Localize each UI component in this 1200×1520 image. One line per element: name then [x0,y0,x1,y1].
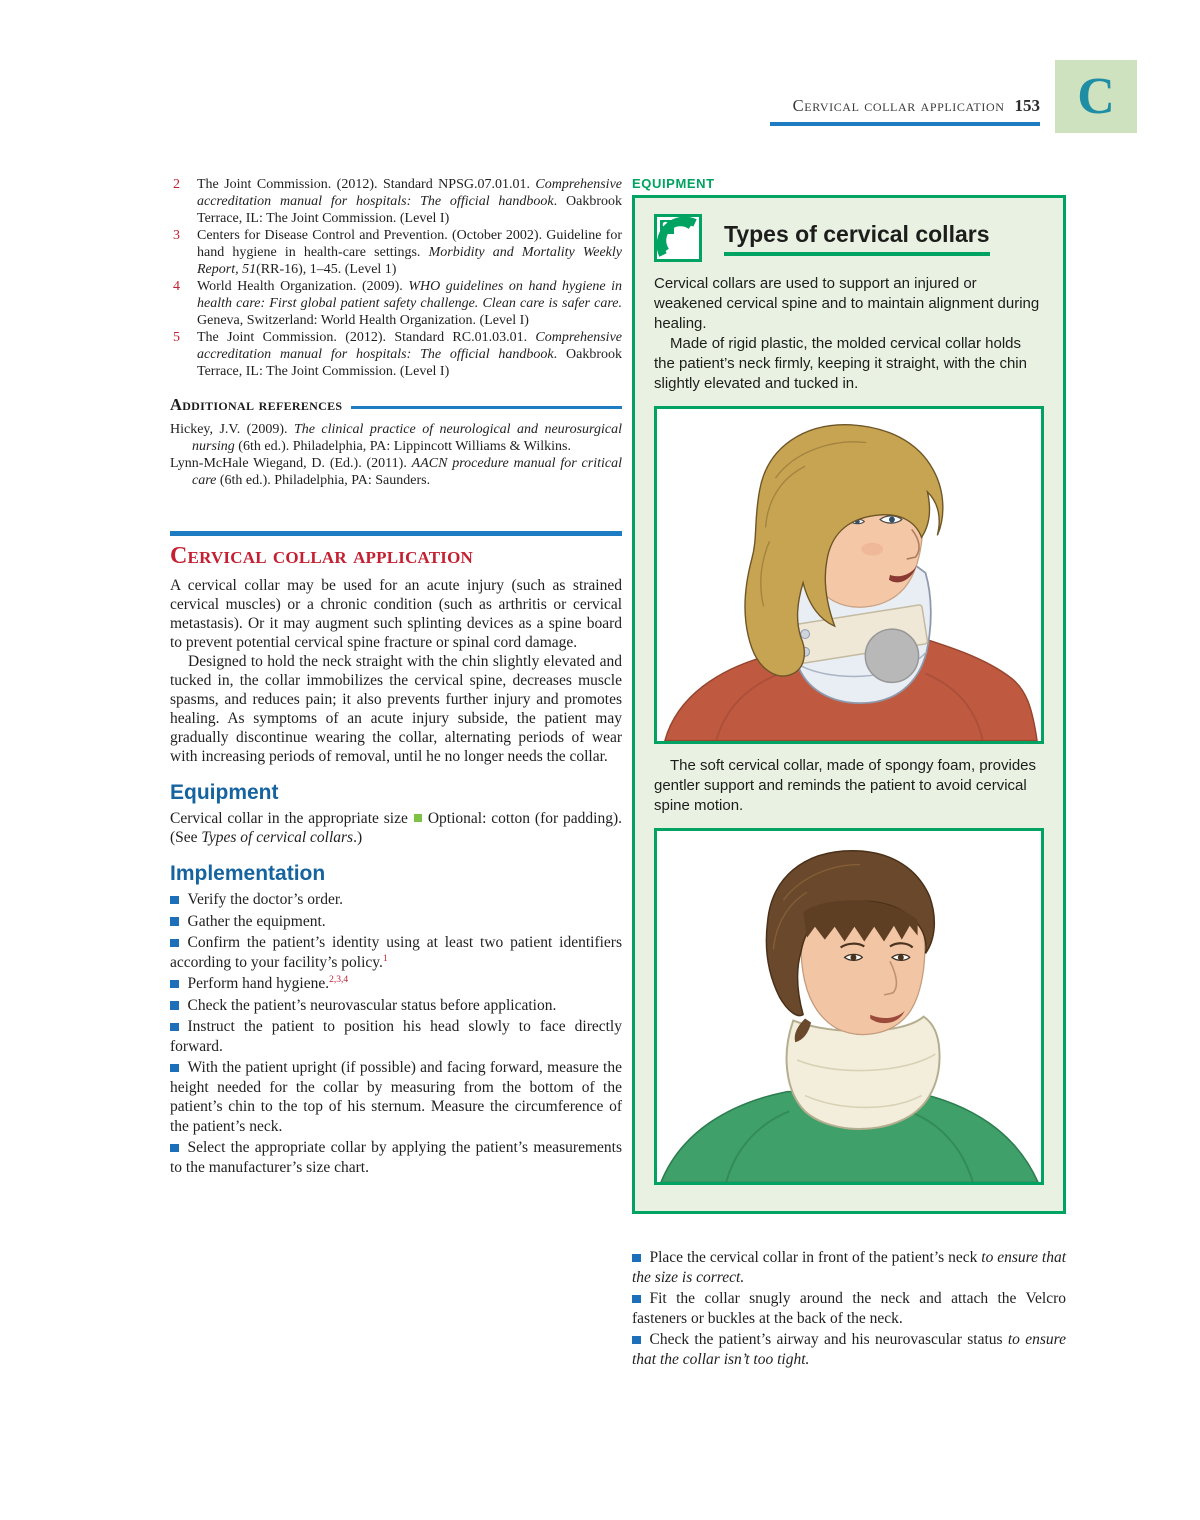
chapter-tab [1055,60,1137,133]
reference-item: 2 The Joint Commission. (2012). Standard NPSG.07.01.01. Comprehensive accreditation manual for hospitals: The official handbook. Oakbrook Terrace, IL: The Joint Commission. (Level I) [173,177,622,226]
reference-item: 5 The Joint Commission. (2012). Standard RC.01.03.01. Comprehensive accreditation manual for hospitals: The official handbook. Oakbrook Terrace, IL: The Joint Commission. (Level I) [173,330,622,379]
reference-item: Hickey, J.V. (2009). The clinical practice of neurological and neurosurgical nursing (6th ed.). Philadelphia, PA: Lippincott Williams & Wilkins. [170,422,622,454]
implementation-step: Perform hand hygiene.$^{2,3,4}$ [170,974,622,994]
sidebar-title-wrap [724,214,990,256]
blue-square-bullet-icon [170,896,179,905]
chapter-tab-letter: C [1077,67,1115,125]
reference-number: 2 [173,177,180,192]
application-step: Place the cervical collar in front of the patient’s neck to ensure that the size is correct. [632,1249,1067,1286]
molded-collar-illustration [657,409,1041,741]
blue-square-bullet-icon [170,917,179,926]
soft-collar-figure [654,828,1044,1185]
section-title: Cervical collar application [170,543,474,569]
equipment-sidebar-box [632,195,1066,1214]
sidebar-title-rule [724,252,990,256]
additional-references-header [170,395,622,415]
implementation-step: Select the appropriate collar by applying the patient’s measurements to the manufacturer’s size chart. [170,1139,622,1176]
implementation-step: Instruct the patient to position his head slowly to face directly forward. [170,1018,622,1055]
green-square-bullet-icon [414,814,422,822]
left-column [170,176,622,1179]
implementation-step: Confirm the patient’s identity using at least two patient identifiers according to your facility’s policy.$^1$ [170,934,622,971]
spine-curve-icon [654,214,702,262]
blue-square-bullet-icon [170,980,179,989]
implementation-step: Check the patient’s neurovascular status before application. [170,996,622,1016]
blue-square-bullet-icon [170,1064,179,1073]
implementation-heading: Implementation [170,862,326,885]
blue-square-bullet-icon [632,1295,641,1304]
application-step-list [632,1248,1066,1369]
reference-number: 4 [173,279,180,294]
heading-rule [351,406,622,409]
blue-square-bullet-icon [632,1336,641,1345]
sidebar-paragraph-3: The soft cervical collar, made of spongy foam, provides gentler support and reminds the patient to avoid cervical spine motion. [654,756,1037,814]
sidebar-title: Types of cervical collars [724,221,990,247]
implementation-step: With the patient upright (if possible) and facing forward, measure the height needed for the collar by measuring from the bottom of the patient’s chin to the top of his sternum. Measure the circumference of the patient’s neck. [170,1059,622,1135]
implementation-step-list [170,890,622,1177]
reference-item: 3 Centers for Disease Control and Prevention. (October 2002). Guideline for hand hygiene in health-care settings. Morbidity and Mortality Weekly Report, 51(RR-16), 1–45. (Level 1) [173,228,622,277]
additional-references-heading: Additional references [170,395,343,414]
intro-paragraph-1: A cervical collar may be used for an acute injury (such as strained cervical muscles) or a chronic condition (such as arthritis or cervical metastasis). Or it may augment such splinting devices as a spine board to prevent potential cervical spine fracture or spinal cord damage. [170,577,622,651]
blue-square-bullet-icon [170,939,179,948]
running-head [770,96,1040,126]
running-head-title: Cervical collar application [792,96,1005,115]
blue-square-bullet-icon [170,1144,179,1153]
molded-collar-figure [654,406,1044,744]
blue-square-bullet-icon [170,1023,179,1032]
reference-item: 4 World Health Organization. (2009). WHO guidelines on hand hygiene in health care: First global patient safety challenge. Clean care is safer care. Geneva, Switzerland: World Health Organization. (Level I) [173,279,622,328]
application-step: Fit the collar snugly around the neck and attach the Velcro fasteners or buckles at the back of the neck. [632,1290,1066,1327]
sidebar-kicker-label: EQUIPMENT [632,176,715,191]
implementation-step: Gather the equipment. [170,912,622,932]
soft-collar-illustration [657,831,1041,1182]
implementation-step: Verify the doctor’s order. [170,890,622,910]
right-column [632,176,1066,1371]
reference-number: 5 [173,330,180,345]
sidebar-box-header [654,214,1044,262]
numbered-reference-list [170,176,622,380]
application-step: Check the patient’s airway and his neurovascular status to ensure that the collar isn’t too tight. [632,1331,1066,1368]
sidebar-paragraph-2: Made of rigid plastic, the molded cervical collar holds the patient’s neck firmly, keeping it straight, with the chin slightly elevated and tucked in. [654,335,1027,392]
reference-number: 3 [173,228,180,243]
blue-square-bullet-icon [170,1001,179,1010]
additional-reference-list [170,421,622,489]
equipment-heading: Equipment [170,781,279,804]
section-divider-rule [170,531,622,536]
sidebar-paragraph-1: Cervical collars are used to support an injured or weakened cervical spine and to maintain alignment during healing. [654,275,1040,332]
blue-square-bullet-icon [632,1254,641,1263]
reference-item: Lynn-McHale Wiegand, D. (Ed.). (2011). AACN procedure manual for critical care (6th ed.). Philadelphia, PA: Saunders. [170,456,622,488]
equipment-text: Cervical collar in the appropriate size Optional: cotton (for padding). (See Types of cervical collars.) [170,810,623,846]
page-number: 153 [1014,96,1040,115]
intro-paragraph-2: Designed to hold the neck straight with the chin slightly elevated and tucked in, the collar immobilizes the cervical spine, decreases muscle spasms, and reduces pain; it also prevents further injury and promotes healing. As symptoms of an acute injury subside, the patient may gradually discontinue wearing the collar, alternating periods of wear with increasing periods of removal, until he no longer needs the collar. [170,653,622,765]
